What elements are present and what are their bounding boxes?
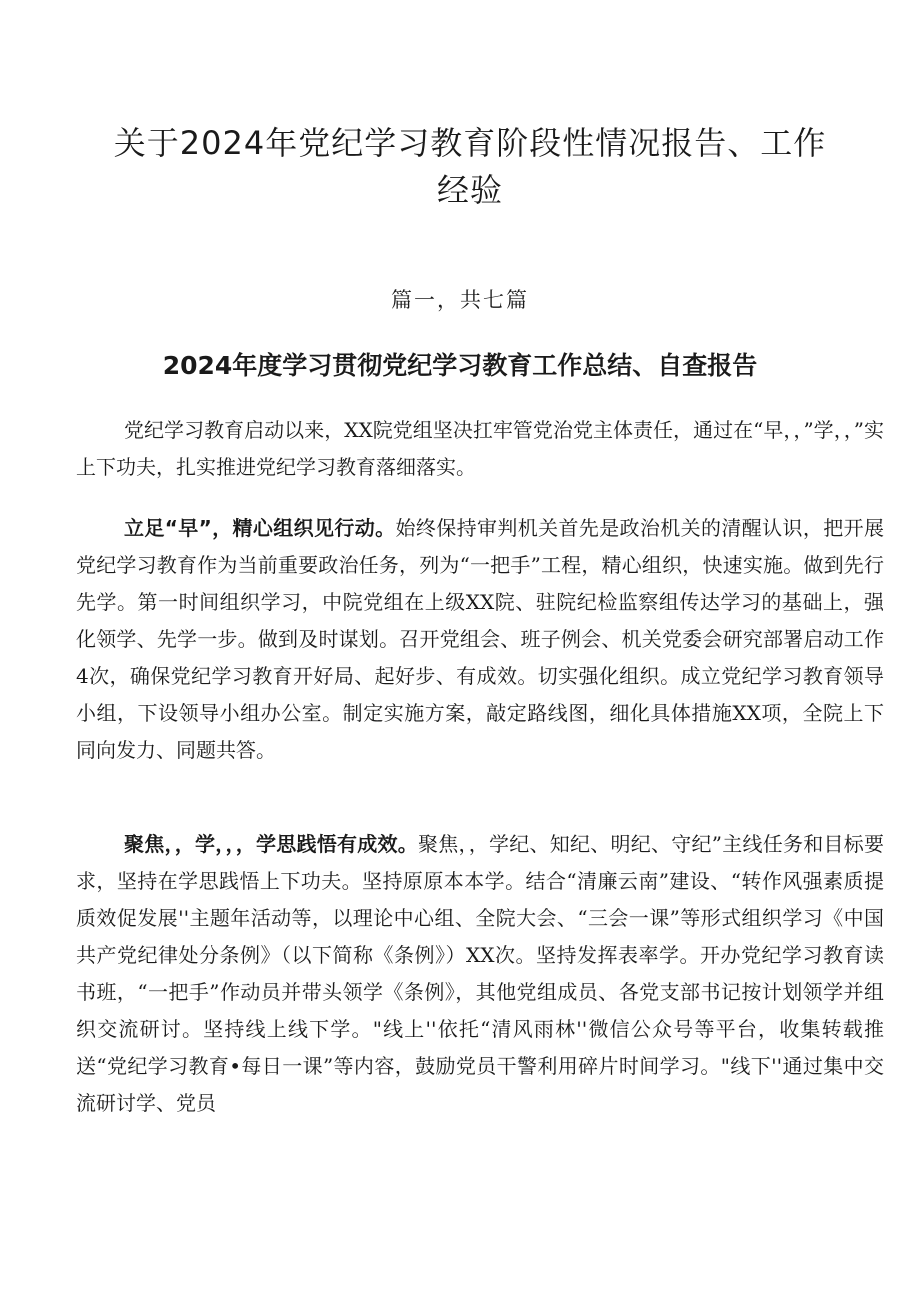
paragraph-text: 始终保持审判机关首先是政治机关的清醒认识，把开展党纪学习教育作为当前重要政治任务，列为“一把手”工程，精心组织，快速实施。做到先行先学。第一时间组织学习，中院党组在上级XX院、驻院纪检监察组传达学习的基础上，强化领学、先学一步。做到及时谋划。召开党组会、班子例会、机关党委会研究部署启动工作4次，确保党纪学习教育开好局、起好步、有成效。切实强化组织。成立党纪学习教育领导小组，下设领导小组办公室。制定实施方案，敲定路线图，细化具体措施XX项，全院上下同向发力、同题共答。: [76, 516, 885, 762]
document-subtitle: 2024年度学习贯彻党纪学习教育工作总结、自查报告: [162, 351, 758, 380]
paragraph-text: 聚焦，，学纪、知纪、明纪、守纪”主线任务和目标要求，坚持在学思践悟上下功夫。坚持原原本本学。结合“清廉云南”建设、“转作风强素质提质效促发展''主题年活动等，以理论中心组、全院大会、“三会一课”等形式组织学习《中国共产党纪律处分条例》（以下简称《条例》）XX次。坚持发挥表率学。开办党纪学习教育读书班，“一把手”作动员并带头领学《条例》，其他党组成员、各党支部书记按计划领学并组织交流研讨。坚持线上线下学。"线上''依托“清风雨林''微信公众号等平台，收集转载推送“党纪学习教育•每日一课”等内容，鼓励党员干警利用碎片时间学习。"线下''通过集中交流研讨学、党员: [76, 832, 884, 1115]
paragraph-text: 党纪学习教育启动以来，XX院党组坚决扛牢管党治党主体责任，通过在“早，，”学，，”实上下功夫，扎实推进党纪学习教育落细落实。: [76, 418, 884, 479]
paragraph-early: [76, 510, 884, 769]
document-title: 关于2024年党纪学习教育阶段性情况报告、工作经验: [113, 124, 827, 209]
paragraph-lead: 聚焦，，学，，，学思践悟有成效。: [124, 832, 419, 856]
paragraph-lead: 立足“早”，精心组织见行动。: [124, 516, 396, 540]
paragraph-intro: [76, 412, 884, 486]
paragraph-focus: [76, 826, 884, 1122]
chapter-label: 篇一，共七篇: [391, 288, 529, 312]
